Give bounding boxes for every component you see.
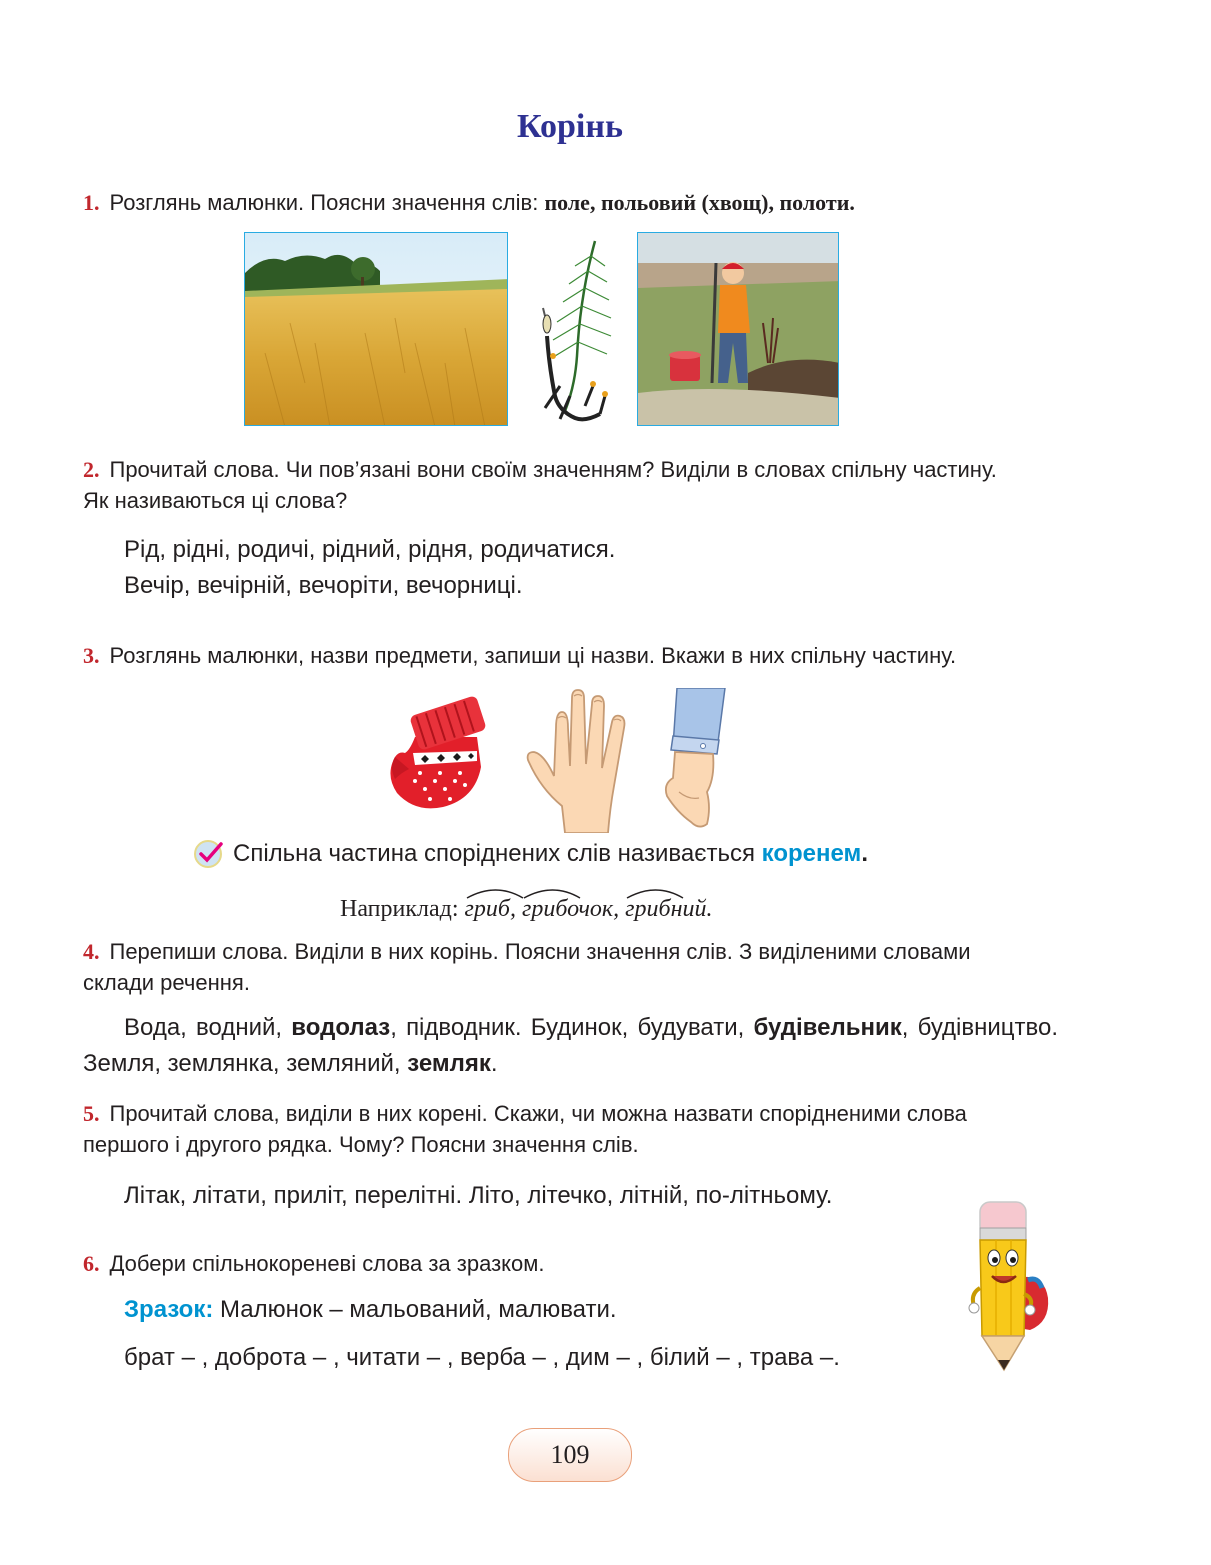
task-6-sample — [124, 1292, 617, 1328]
words-part: , будівництво. Земля, землянка, земляний, — [83, 1014, 1058, 1077]
task-6-words: брат – , доброта – , читати – , верба – , дим – , білий – , трава –. — [124, 1344, 840, 1371]
words-part: . — [490, 1050, 498, 1077]
highlighted-word: будівельник — [753, 1014, 902, 1041]
example-word-3: грибний. — [625, 896, 712, 922]
task-text-line2: склади речення. — [83, 970, 250, 995]
task-bold-words: поле, польовий (хвощ), полоти. — [544, 190, 855, 215]
arm-cuff-picture — [655, 688, 735, 833]
example-word-1: гриб, — [465, 896, 516, 922]
task-text: Перепиши слова. Виділи в них корінь. Поясни значення слів. З виділеними словами — [109, 939, 971, 964]
page-number: 109 — [508, 1428, 632, 1482]
task-4-words — [83, 1010, 1058, 1082]
root-arc-icon — [465, 886, 527, 900]
horsetail-picture — [525, 236, 615, 426]
task-text: Розглянь малюнки. Поясни значення слів: — [109, 190, 539, 215]
words-part: , підводник. Будинок, будувати, — [390, 1014, 745, 1041]
example — [340, 896, 712, 923]
words-part: Вода, водний, — [124, 1014, 283, 1041]
task-number: 2. — [83, 457, 100, 482]
example-word-2: грибочок, — [522, 896, 619, 922]
task-5-words: Літак, літати, приліт, перелітні. Літо, літечко, літній, по-літньому. — [124, 1182, 833, 1209]
task-2 — [83, 454, 1073, 516]
task-number: 1. — [83, 190, 100, 215]
task-1 — [83, 187, 1073, 218]
task-text-line2: першого і другого рядка. Чому? Поясни значення слів. — [83, 1132, 639, 1157]
field-picture — [244, 232, 508, 426]
highlighted-word: земляк — [407, 1050, 491, 1077]
root-arc-icon — [522, 886, 584, 900]
mitten-picture — [385, 695, 500, 815]
task-3 — [83, 640, 1073, 671]
highlighted-word: водолаз — [291, 1014, 391, 1041]
hand-picture — [520, 688, 635, 833]
task-text-line2: Як називаються ці слова? — [83, 488, 348, 513]
rule-sentence: Спільна частина споріднених слів називається — [233, 840, 755, 867]
pencil-mascot-picture — [968, 1198, 1058, 1373]
task-5 — [83, 1098, 1073, 1160]
sample-label: Зразок: — [124, 1296, 214, 1323]
example-label: Наприклад: — [340, 896, 459, 922]
task-2-words — [124, 532, 615, 604]
task-number: 4. — [83, 939, 100, 964]
check-icon — [193, 838, 225, 870]
page-title: Корінь — [517, 108, 623, 145]
task-text: Добери спільнокореневі слова за зразком. — [109, 1251, 545, 1276]
root-arc-icon — [625, 886, 687, 900]
task-number: 6. — [83, 1251, 100, 1276]
task-number: 3. — [83, 643, 100, 668]
task-text: Прочитай слова, виділи в них корені. Скажи, чи можна назвати спорідненими слова — [109, 1101, 967, 1126]
word-row-1: Рід, рідні, родичі, рідний, рідня, родичатися. — [124, 536, 616, 563]
task-6 — [83, 1248, 1073, 1279]
task-text: Прочитай слова. Чи пов’язані вони своїм значенням? Виділи в словах спільну частину. — [109, 457, 997, 482]
word-row-2: Вечір, вечірній, вечоріти, вечорниці. — [124, 572, 523, 599]
sample-text: Малюнок – мальований, малювати. — [220, 1296, 617, 1323]
task-text: Розглянь малюнки, назви предмети, запиши ці назви. Вкажи в них спільну частину. — [109, 643, 957, 668]
task-4 — [83, 936, 1073, 998]
task-number: 5. — [83, 1101, 100, 1126]
rule-text — [233, 840, 868, 868]
weeding-picture — [637, 232, 839, 426]
rule-term: коренем — [761, 840, 862, 867]
rule-period: . — [861, 840, 868, 867]
